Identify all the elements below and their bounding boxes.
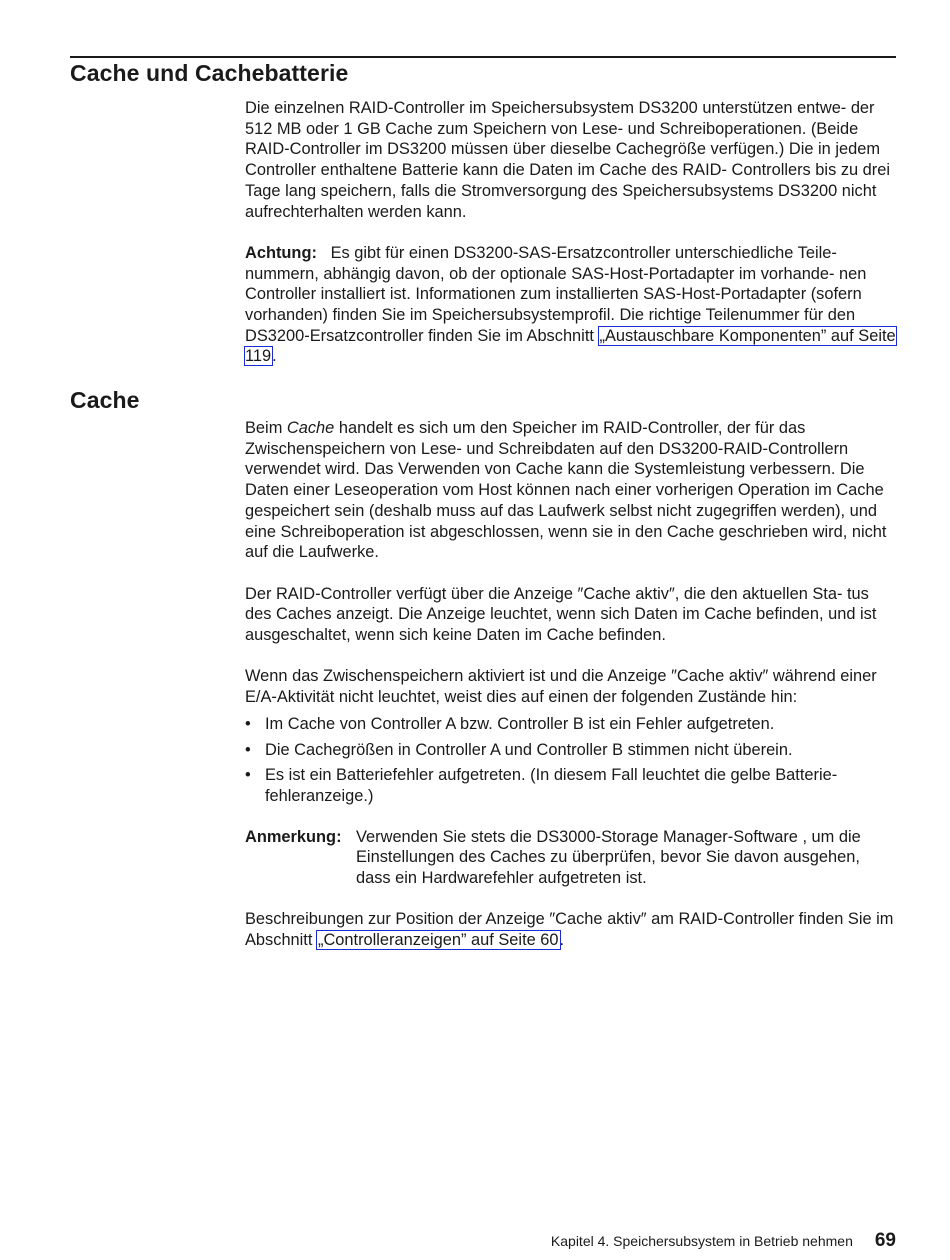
section-heading-cache: Cache [70,387,140,413]
footer-chapter: Kapitel 4. Speichersubsystem in Betrieb nehmen [550,1233,853,1249]
note-block [245,827,897,889]
para1-rest: handelt es sich um den Speicher im RAID-Controller, der für das Zwischenspeichern von Lese- und Schreibdaten auf den DS3200-RAID-Controllern verwendet wird. Das Verwenden von Cache kann die Systemleistung verbessern. Die Daten einer Leseoperation vom Host können nach einer vorherigen Operation im Cache gespeichert sein (deshalb muss auf das Laufwerk selbst nicht zugegriffen werden), und eine Schreiboperation ist abgeschlossen, wenn sie in den Cache geschrieben wird, nicht auf die Laufwerke. [245,419,887,562]
section-heading-cache-und-cachebatterie: Cache und Cachebatterie [70,60,349,86]
para4-end: . [559,931,565,950]
para4-text: Beschreibungen zur Position der Anzeige ″Cache aktiv″ am RAID-Controller finden Sie im Abschnitt [245,910,894,950]
attention-end: . [272,347,277,366]
list-item [245,740,897,761]
section1-body [245,98,897,367]
para1-emphasis: Cache [286,419,335,437]
paragraph-indicator-position [245,909,897,950]
section2-body [245,418,897,951]
list-item [245,714,897,735]
paragraph-cache-active-indicator: Der RAID-Controller verfügt über die Anzeige ″Cache aktiv″, die den aktuellen Sta- tus des Caches anzeigt. Die Anzeige leuchtet, wenn sich Daten im Cache befinden, und ist ausgeschaltet, wenn sich keine Daten im Cache befinden. [245,584,877,645]
paragraph-cache-conditions: Wenn das Zwischenspeichern aktiviert ist und die Anzeige ″Cache aktiv″ während einer E/A-Aktivität nicht leuchtet, weist dies auf einen der folgenden Zustände hin: [245,667,877,707]
list-item-text: Im Cache von Controller A bzw. Controller B ist ein Fehler aufgetreten. [265,714,775,733]
page-footer [551,1230,896,1252]
link-controlleranzeigen[interactable]: „Controlleranzeigen” auf Seite 60 [317,931,559,950]
paragraph-raid-cache: Die einzelnen RAID-Controller im Speichersubsystem DS3200 unterstützen entwe- der 512 MB oder 1 GB Cache zum Speichern von Lese- und Schreiboperationen. (Beide RAID-Controller im DS3200 müssen über dieselbe Cachegröße verfügen.) Die in jedem Controller enthaltene Batterie kann die Daten im Cache des RAID- Controllers bis zu drei Tage lang speichern, falls die Stromversorgung des Speichersubsystems DS3200 nicht aufrechterhalten werden kann. [245,99,891,221]
note-label: Anmerkung: [245,827,342,846]
paragraph-cache-definition [245,418,897,563]
bullet-icon: • [245,740,251,759]
note-text: Verwenden Sie stets die DS3000-Storage Manager-Software , um die Einstellungen des Caches zu überprüfen, bevor Sie davon ausgehen, dass ein Hardwarefehler aufgetreten ist. [356,827,861,888]
paragraph-attention [245,243,897,367]
para1-start: Beim [245,419,283,437]
list-item-text: Die Cachegrößen in Controller A und Controller B stimmen nicht überein. [265,740,793,759]
bullet-icon: • [245,714,251,733]
condition-list [245,714,897,807]
attention-label: Achtung: [245,243,317,262]
page-number: 69 [874,1230,896,1251]
top-rule [70,56,896,58]
link-austauschbare-komponenten[interactable]: „Austauschbare Komponenten” auf Seite 119 [245,326,896,366]
list-item-text: Es ist ein Batteriefehler aufgetreten. (In diesem Fall leuchtet die gelbe Batterie- fehleranzeige.) [265,766,838,805]
list-item [245,765,897,806]
attention-text: Es gibt für einen DS3200-SAS-Ersatzcontroller unterschiedliche Teile- nummern, abhängig davon, ob der optionale SAS-Host-Portadapter im vorhande- nen Controller installiert ist. Informationen zum installierten SAS-Host-Portadapter (sofern vorhanden) finden Sie im Speichersubsystemprofil. Die richtige Teilenummer für den DS3200-Ersatzcontroller finden Sie im Abschnitt [245,243,867,345]
bullet-icon: • [245,766,251,785]
